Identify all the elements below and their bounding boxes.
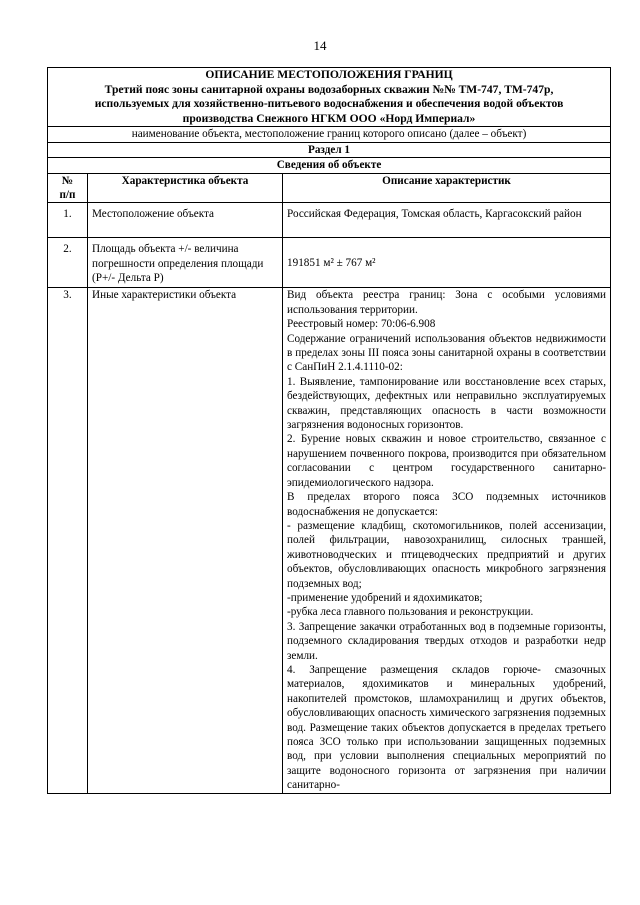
row-number: 2.: [48, 238, 88, 288]
row-description: [283, 203, 611, 238]
description-paragraph: 3. Запрещение закачки отработанных вод в подземные горизонты, подземного складирования твердых отходов и разработки недр земли.: [287, 620, 607, 662]
table-header-row: [48, 173, 611, 203]
description-paragraph: Вид объекта реестра границ: Зона с особыми условиями использования территории.: [287, 289, 607, 316]
description-paragraph: В пределах второго пояса ЗСО подземных источников водоснабжения не допускается:: [287, 491, 607, 518]
description-paragraph: 4. Запрещение размещения складов горюче- смазочных материалов, ядохимикатов и минеральных удобрений, накопителей промстоков, шламохранилищ и других объектов, обусловливающих опасность химического загрязнения подземных вод. Размещение таких объектов допускается в пределах третьего пояса ЗСО только при использовании защищенных подземных вод, при условии выполнения специальных мероприятий по защите водоносного горизонта от загрязнения при наличии санитарно-: [287, 663, 607, 792]
page-number: 14: [313, 38, 327, 53]
row-number: 1.: [48, 203, 88, 238]
section-subtitle: Сведения об объекте: [48, 158, 611, 173]
description-paragraph: 2. Бурение новых скважин и новое строительство, связанное с нарушением почвенного покрова, производится при обязательном согласовании с центром государственного санитарно-эпидемиологического надзора.: [287, 433, 607, 489]
description-paragraph: Реестровый номер: 70:06-6.908: [287, 318, 436, 331]
row-characteristic: Площадь объекта +/- величина погрешности определения площади (Р+/- Дельта Р): [88, 238, 283, 288]
description-paragraph: Российская Федерация, Томская область, Каргасокский район: [287, 208, 582, 221]
description-paragraph: Содержание ограничений использования объектов недвижимости в пределах зоны III пояса зоны санитарной охраны в соответствии с СанПиН 2.1.4.1110-02:: [287, 332, 607, 374]
table-row: [48, 288, 611, 793]
table-row: [48, 203, 611, 238]
table-row: [48, 238, 611, 288]
row-characteristic: Иные характеристики объекта: [88, 288, 283, 793]
object-note: наименование объекта, местоположение границ которого описано (далее – объект): [48, 127, 611, 142]
section-title: Раздел 1: [48, 142, 611, 157]
description-paragraph: 191851 м² ± 767 м²: [287, 257, 376, 270]
description-paragraph: -рубка леса главного пользования и реконструкции.: [287, 606, 534, 619]
description-paragraph: 1. Выявление, тампонирование или восстановление всех старых, бездействующих, дефектных или неправильно эксплуатируемых скважин, представляющих опасность в части возможности загрязнения водоносных горизонтов.: [287, 375, 607, 432]
document-title: ОПИСАНИЕ МЕСТОПОЛОЖЕНИЯ ГРАНИЦ: [205, 68, 453, 81]
document-subtitle-line-2: используемых для хозяйственно-питьевого водоснабжения и обеспечения водой объектов: [94, 97, 564, 111]
document-header: [48, 68, 611, 127]
document-subtitle-line-1: Третий пояс зоны санитарной охраны водозаборных скважин №№ ТМ-747, ТМ-747р,: [104, 82, 554, 96]
row-description: [283, 288, 611, 793]
document-subtitle-line-3: производства Снежного НГКМ ООО «Норд Империал»: [182, 111, 476, 125]
column-header-characteristic: Характеристика объекта: [88, 173, 283, 203]
row-number: 3.: [48, 288, 88, 793]
row-characteristic: Местоположение объекта: [88, 203, 283, 238]
column-header-description: Описание характеристик: [283, 173, 611, 203]
description-paragraph: -применение удобрений и ядохимикатов;: [287, 591, 483, 604]
column-header-num: № п/п: [48, 173, 88, 203]
boundary-description-table: [47, 67, 611, 794]
row-description: [283, 238, 611, 288]
description-paragraph: - размещение кладбищ, скотомогильников, полей ассенизации, полей фильтрации, навозохранилищ, силосных траншей, животноводческих и птицеводческих предприятий и других объектов, обусловливающих опасность микробного загрязнения подземных вод;: [287, 519, 607, 590]
